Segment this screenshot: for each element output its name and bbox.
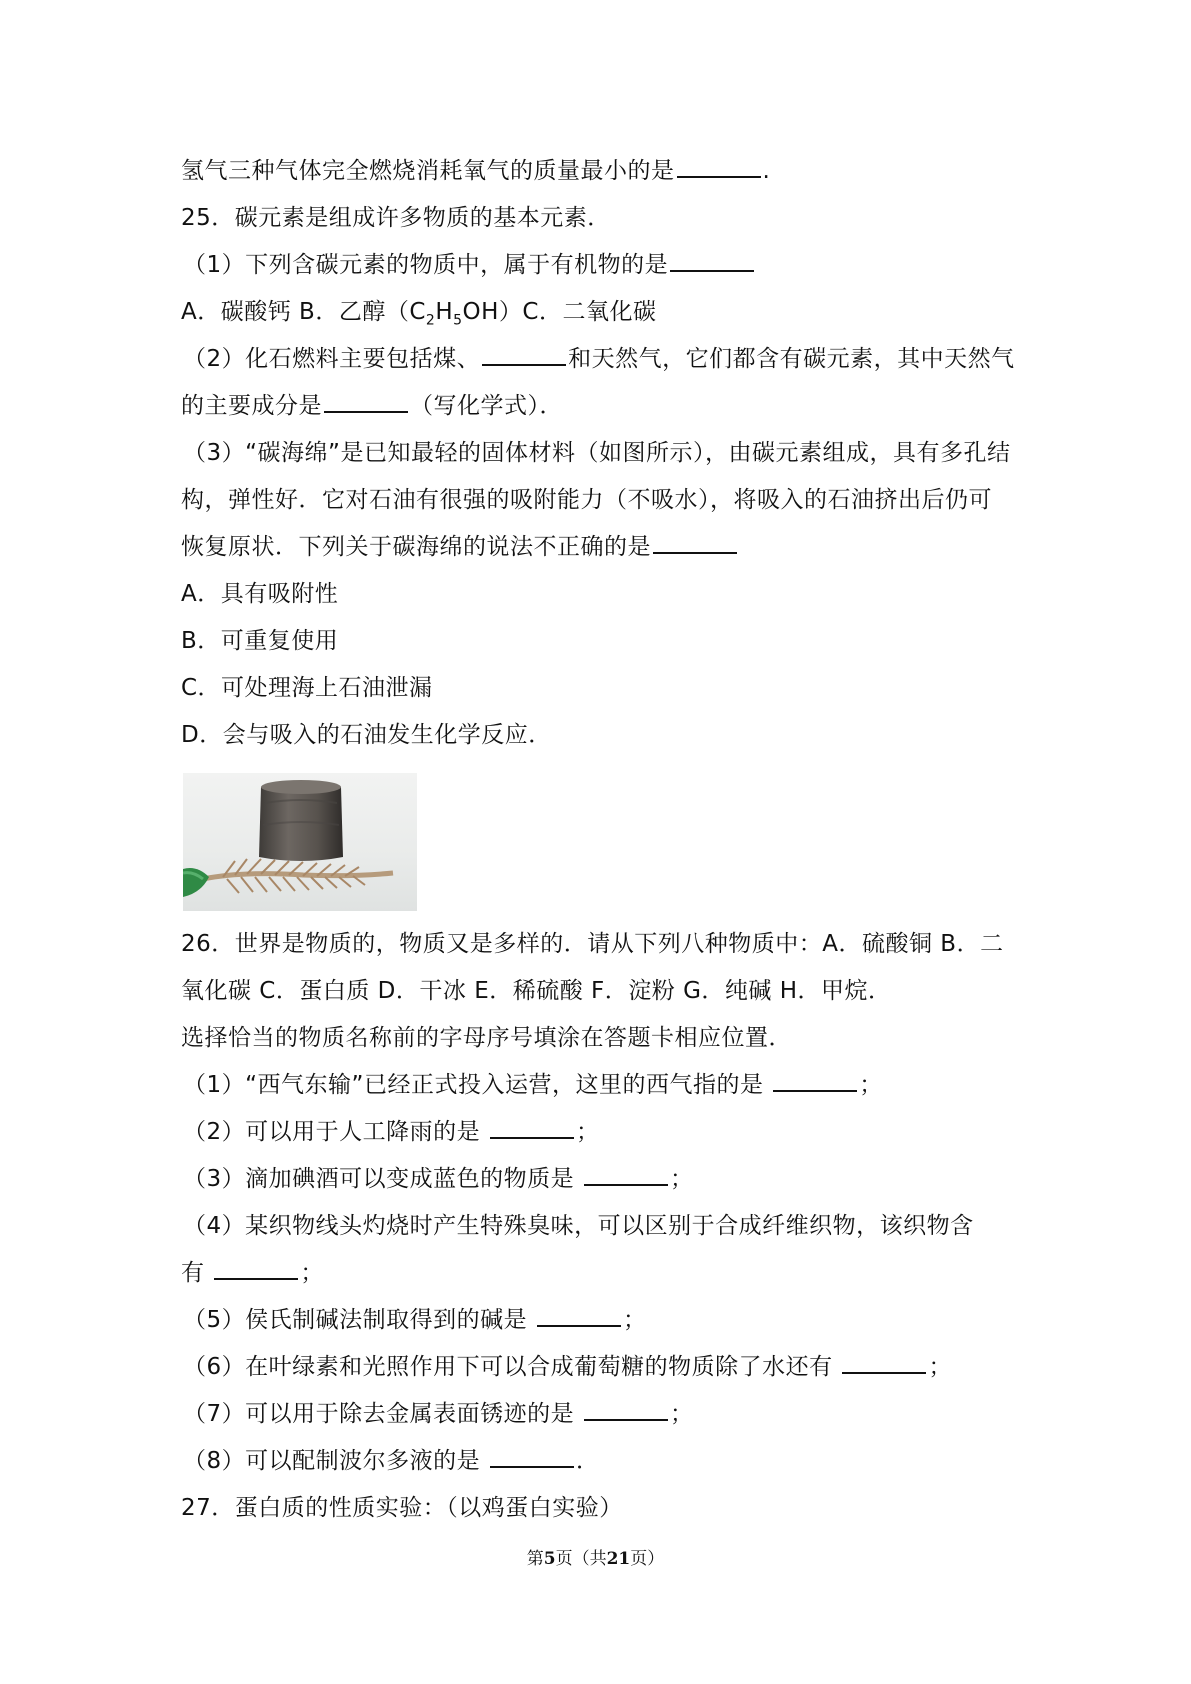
total-pages: 21 (606, 1549, 631, 1569)
option-d: D．会与吸入的石油发生化学反应． (181, 722, 552, 748)
text-line: 氢气三种气体完全燃烧消耗氧气的质量最小的是 . (181, 158, 771, 184)
question-27-title: 27．蛋白质的性质实验：（以鸡蛋白实验） (181, 1495, 623, 1521)
carbon-sponge-illustration (183, 773, 417, 911)
page-footer: 第5页（共21页） (526, 1549, 665, 1569)
answer-blank[interactable] (677, 156, 761, 178)
question-26-6: （6）在叶绿素和光照作用下可以合成葡萄糖的物质除了水还有 ； (183, 1354, 952, 1380)
question-25-3-cont: 构，弹性好．它对石油有很强的吸附能力（不吸水），将吸入的石油挤出后仍可 (181, 487, 992, 513)
document-body (181, 148, 1021, 1532)
answer-blank[interactable] (490, 1117, 574, 1139)
answer-blank[interactable] (324, 391, 408, 413)
page-number: 5 (543, 1549, 556, 1569)
question-25-1-options: A．碳酸钙 B．乙醇$(C_2H_5OH)C$．二氧化碳 (181, 299, 657, 329)
question-26-7: （7）可以用于除去金属表面锈迹的是 ； (183, 1401, 694, 1427)
question-25-2-cont: 的主要成分是 （写化学式）． (181, 393, 563, 419)
answer-blank[interactable] (537, 1305, 621, 1327)
answer-blank[interactable] (584, 1164, 668, 1186)
question-25-3: （3）“碳海绵”是已知最轻的固体材料（如图所示），由碳元素组成，具有多孔结 (183, 440, 1011, 466)
question-26-4: （4）某织物线头灼烧时产生特殊臭味，可以区别于合成纤维织物，该织物含 (183, 1213, 974, 1239)
question-26-title: 26．世界是物质的，物质又是多样的．请从下列八种物质中：A．硫酸铜 B．二 (181, 931, 1004, 957)
answer-blank[interactable] (214, 1258, 298, 1280)
question-25-title: 25．碳元素是组成许多物质的基本元素． (181, 205, 611, 231)
question-26-1: （1）“西气东输”已经正式投入运营，这里的西气指的是 ； (183, 1072, 883, 1098)
question-26-5: （5）侯氏制碱法制取得到的碱是 ； (183, 1307, 647, 1333)
answer-blank[interactable] (773, 1070, 857, 1092)
question-26-cont: 氧化碳 C．蛋白质 D．干冰 E．稀硫酸 F．淀粉 G．纯碱 H．甲烷． (181, 978, 892, 1004)
question-25-2: （2）化石燃料主要包括煤、 和天然气，它们都含有碳元素，其中天然气 (183, 346, 1015, 372)
answer-blank[interactable] (842, 1352, 926, 1374)
question-25-3-cont: 恢复原状．下列关于碳海绵的说法不正确的是 (181, 524, 1021, 571)
answer-blank[interactable] (584, 1399, 668, 1421)
option-b: B．可重复使用 (181, 628, 339, 654)
answer-blank[interactable] (482, 344, 566, 366)
question-26-4-cont: 有 ； (181, 1260, 324, 1286)
question-26-8: （8）可以配制波尔多液的是 ． (183, 1448, 600, 1474)
question-26-3: （3）滴加碘酒可以变成蓝色的物质是 ； (183, 1166, 694, 1192)
question-25-1: （1）下列含碳元素的物质中，属于有机物的是 (181, 242, 1021, 289)
answer-blank[interactable] (490, 1446, 574, 1468)
answer-blank[interactable] (653, 532, 737, 554)
carbon-sponge-photo (183, 773, 417, 911)
question-26-instruction: 选择恰当的物质名称前的字母序号填涂在答题卡相应位置． (181, 1025, 792, 1051)
answer-blank[interactable] (670, 250, 754, 272)
option-a: A．具有吸附性 (181, 581, 339, 607)
question-26-2: （2）可以用于人工降雨的是 ； (183, 1119, 600, 1145)
option-c: C．可处理海上石油泄漏 (181, 675, 433, 701)
